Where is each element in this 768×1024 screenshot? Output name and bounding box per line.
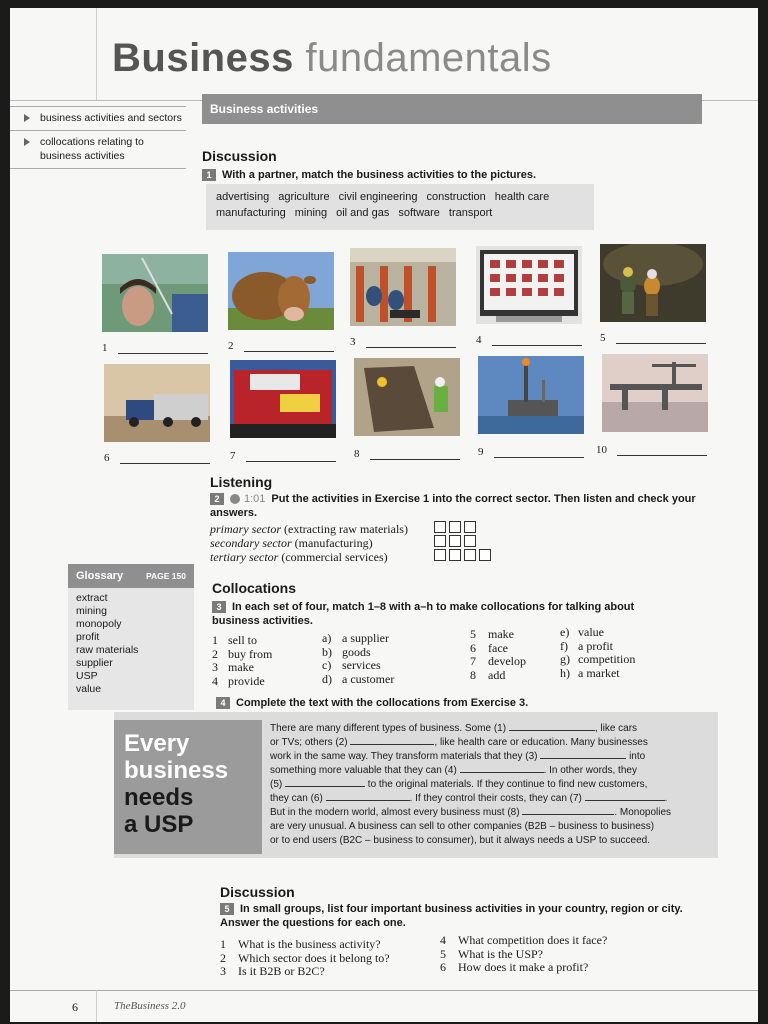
- photo-caption-6: 6: [104, 452, 210, 464]
- exercise-1-instruction: 1 With a partner, match the business activities to the pictures.: [202, 168, 702, 182]
- photo-caption-7: 7: [230, 450, 336, 462]
- collocation-item: d) a customer: [322, 671, 395, 686]
- collocation-item: 1 sell to: [212, 633, 257, 647]
- gap-6[interactable]: [326, 800, 410, 801]
- photo-software: [476, 246, 582, 324]
- sector-list: [210, 522, 408, 564]
- photo-manufacturing: [350, 248, 456, 326]
- unit-objectives: [10, 106, 186, 169]
- sector-secondary: secondary sector (manufacturing): [210, 536, 373, 550]
- photo-caption-9: 9: [478, 446, 584, 458]
- photo-caption-3: 3: [350, 336, 456, 348]
- footer-divider: [96, 990, 97, 1022]
- photo-transport: [104, 364, 210, 442]
- answer-checkbox[interactable]: [464, 549, 476, 561]
- gap-7[interactable]: [585, 800, 665, 801]
- audio-cd-icon: [230, 494, 240, 504]
- sector-tertiary: tertiary sector (commercial services): [210, 550, 388, 564]
- collocation-item: 6 face: [470, 640, 508, 655]
- section-bar: Business activities: [202, 94, 702, 124]
- photo-mining: [600, 244, 706, 322]
- collocation-item: 2 buy from: [212, 646, 273, 661]
- text-line: or TVs; others (2) , like health care or education. Many businesses: [270, 737, 648, 748]
- answer-line[interactable]: [492, 345, 582, 346]
- answer-checkbox[interactable]: [479, 549, 491, 561]
- answer-line[interactable]: [616, 343, 706, 344]
- book-brand: TheBusiness 2.0: [114, 1000, 186, 1012]
- photo-civil-engineering: [602, 354, 708, 432]
- answer-line[interactable]: [617, 455, 707, 456]
- collocation-item: f) a profit: [560, 638, 613, 653]
- answer-checkbox[interactable]: [464, 521, 476, 533]
- glossary-item: supplier: [76, 657, 113, 669]
- photo-caption-8: 8: [354, 448, 460, 460]
- exercise-5-instruction: 5 In small groups, list four important business activities in your country, region or city. Answer the questions for each one.: [220, 903, 683, 929]
- question-item: 4 What competition does it face?: [440, 933, 608, 947]
- answer-checkbox[interactable]: [449, 549, 461, 561]
- text-line: or to end users (B2C – business to consumer), but it always needs a USP to succeed.: [270, 835, 651, 846]
- exercise-3-instruction: 3 In each set of four, match 1–8 with a–h to make collocations for talking about business activities.: [212, 601, 635, 627]
- answer-checkbox[interactable]: [434, 521, 446, 533]
- page-title: Business fundamentals: [112, 36, 552, 80]
- photo-caption-5: 5: [600, 332, 706, 344]
- gap-1[interactable]: [509, 730, 595, 731]
- photo-oil-and-gas: [478, 356, 584, 434]
- exercise-number: 3: [212, 601, 226, 613]
- usp-paragraph: [270, 722, 710, 848]
- glossary-item: profit: [76, 631, 100, 643]
- answer-line[interactable]: [118, 353, 208, 354]
- question-item: 5 What is the USP?: [440, 946, 543, 961]
- page-number: 6: [72, 1000, 78, 1014]
- exercise-2-instruction: 2 1:01 Put the activities in Exercise 1 into the correct sector. Then listen and check your answers.: [210, 493, 696, 519]
- text-line: But in the modern world, almost every business must (8) . Monopolies: [270, 807, 672, 818]
- glossary-item: monopoly: [76, 618, 122, 630]
- glossary-item: extract: [76, 592, 108, 604]
- photo-agriculture: [228, 252, 334, 330]
- answer-line[interactable]: [494, 457, 584, 458]
- textbook-page: [10, 8, 758, 1022]
- gap-3[interactable]: [540, 758, 626, 759]
- title-divider: [96, 8, 97, 100]
- questions-right: [440, 934, 607, 975]
- glossary-header: Glossary PAGE 150: [68, 564, 194, 588]
- footer-rule: [10, 990, 758, 991]
- answer-line[interactable]: [120, 463, 210, 464]
- audio-track: 1:01: [244, 493, 266, 505]
- collocation-item: a) a supplier: [322, 631, 389, 645]
- collocation-item: g) competition: [560, 652, 636, 666]
- exercise-number: 5: [220, 903, 234, 915]
- listening-heading: Listening: [210, 474, 273, 490]
- question-item: 1 What is the business activity?: [220, 937, 381, 951]
- question-item: 2 Which sector does it belong to?: [220, 950, 390, 965]
- exercise-number: 1: [202, 169, 216, 181]
- sector-primary: primary sector (extracting raw materials): [210, 522, 408, 536]
- glossary-item: raw materials: [76, 644, 139, 656]
- answer-line[interactable]: [246, 461, 336, 462]
- gap-5[interactable]: [285, 786, 365, 787]
- sector-answer-boxes: [434, 520, 494, 562]
- photo-health-care: [102, 254, 208, 332]
- discussion-heading: Discussion: [202, 148, 277, 164]
- collocation-item: 7 develop: [470, 654, 526, 668]
- text-line: are very unusual. A business can sell to other companies (B2B – business to business): [270, 821, 655, 832]
- photo-construction: [354, 358, 460, 436]
- text-line: something more valuable that they can (4) . In other words, they: [270, 765, 637, 776]
- collocation-item: b) goods: [322, 644, 371, 659]
- collocation-item: 8 add: [470, 667, 506, 682]
- collocation-set-2-right: [560, 626, 635, 680]
- glossary-item: USP: [76, 670, 98, 682]
- usp-title: Every business needs a USP: [124, 730, 229, 838]
- answer-checkbox[interactable]: [449, 521, 461, 533]
- collocation-item: c) services: [322, 658, 381, 672]
- photo-caption-2: 2: [228, 340, 334, 352]
- gap-4[interactable]: [460, 772, 544, 773]
- collocation-set-2-left: [470, 628, 526, 682]
- answer-checkbox[interactable]: [449, 535, 461, 547]
- exercise-number: 2: [210, 493, 224, 505]
- collocations-heading: Collocations: [212, 580, 297, 596]
- photo-caption-10: 10: [596, 444, 707, 456]
- word-line-2: manufacturing mining oil and gas software transport: [216, 207, 493, 219]
- objective-item: business activities and sectors: [10, 107, 186, 131]
- question-item: 6 How does it make a profit?: [440, 960, 589, 974]
- glossary-item: mining: [76, 605, 107, 617]
- word-line-1: advertising agriculture civil engineering construction health care: [216, 191, 550, 203]
- gap-2[interactable]: [350, 744, 434, 745]
- objective-item: collocations relating to business activities: [10, 131, 186, 169]
- text-line: work in the same way. They transform materials that they (3) into: [270, 751, 646, 762]
- collocation-item: 3 make: [212, 660, 254, 674]
- glossary-box: [68, 564, 194, 710]
- photo-caption-1: 1: [102, 342, 208, 354]
- text-line: (5) to the original materials. If they continue to find new customers,: [270, 779, 648, 790]
- collocation-item: 5 make: [470, 627, 514, 641]
- exercise-4-instruction: 4 Complete the text with the collocations from Exercise 3.: [216, 696, 676, 710]
- answer-checkbox[interactable]: [464, 535, 476, 547]
- questions-left: [220, 938, 390, 979]
- triangle-bullet-icon: [24, 138, 30, 146]
- photo-caption-4: 4: [476, 334, 582, 346]
- answer-line[interactable]: [366, 347, 456, 348]
- answer-line[interactable]: [244, 351, 334, 352]
- exercise-number: 4: [216, 697, 230, 709]
- text-line: they can (6) . If they control their costs, they can (7) .: [270, 793, 668, 804]
- answer-checkbox[interactable]: [434, 535, 446, 547]
- collocation-set-1-left: [212, 634, 272, 688]
- collocation-item: e) value: [560, 625, 604, 639]
- glossary-item: value: [76, 683, 102, 695]
- triangle-bullet-icon: [24, 114, 30, 122]
- word-box: [206, 184, 594, 230]
- question-item: 3 Is it B2B or B2C?: [220, 964, 325, 978]
- answer-checkbox[interactable]: [434, 549, 446, 561]
- text-line: There are many different types of business. Some (1) , like cars: [270, 723, 638, 734]
- collocation-item: 4 provide: [212, 673, 265, 688]
- discussion-2-heading: Discussion: [220, 884, 295, 900]
- collocation-set-1-right: [322, 632, 394, 686]
- answer-line[interactable]: [370, 459, 460, 460]
- gap-8[interactable]: [522, 814, 614, 815]
- photo-advertising: [230, 360, 336, 438]
- collocation-item: h) a market: [560, 665, 620, 680]
- usp-title-panel: [114, 720, 262, 854]
